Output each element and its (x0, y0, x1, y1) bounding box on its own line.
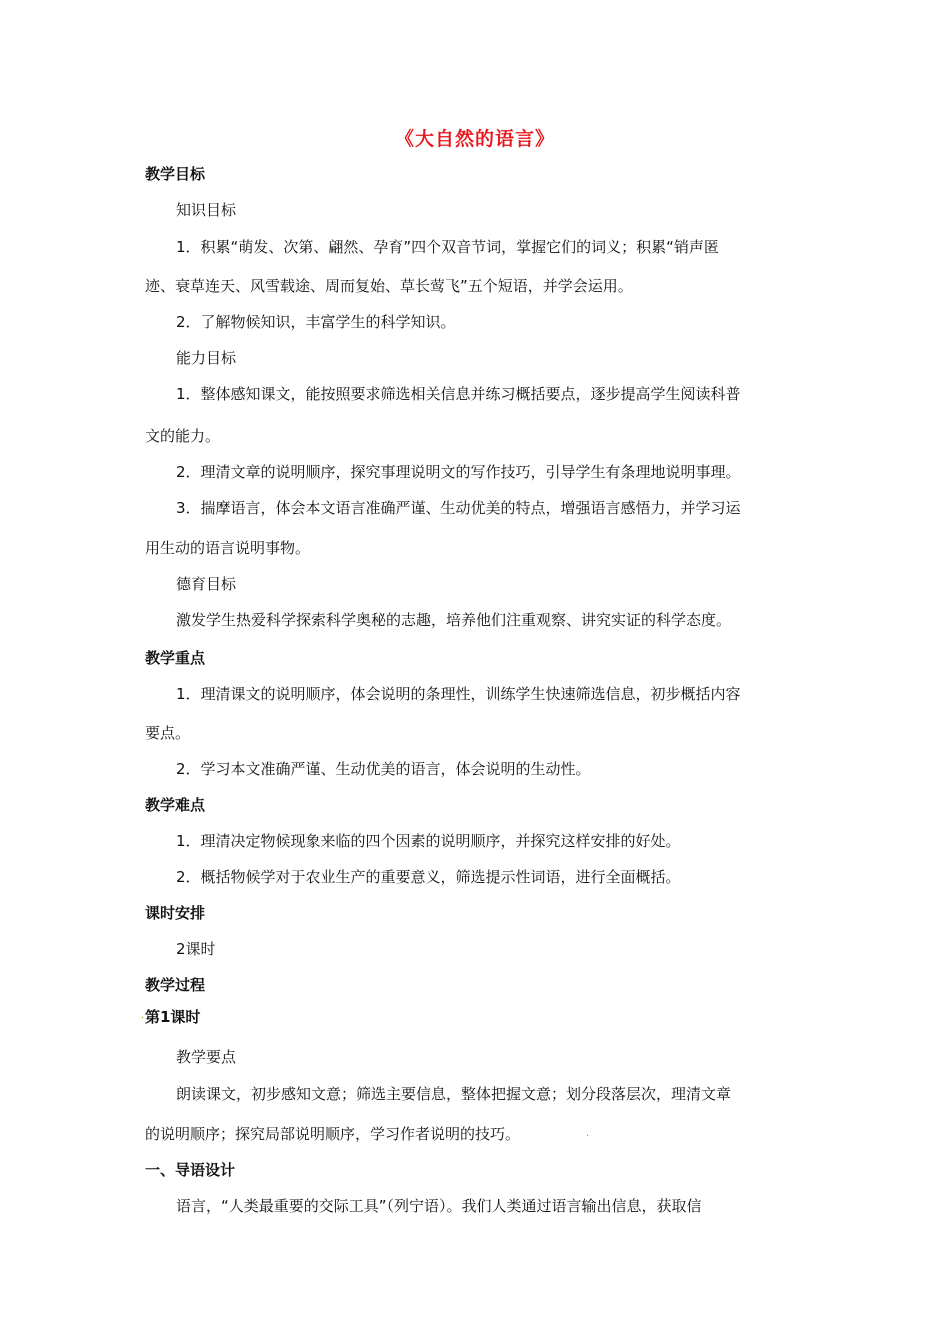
paragraph-line: 文的能力。 (145, 427, 221, 445)
heading-teaching-goals: 教学目标 (145, 165, 206, 183)
paragraph-line: 2．学习本文准确严谨、生动优美的语言，体会说明的生动性。 (176, 760, 591, 778)
subheading-moral: 德育目标 (176, 575, 237, 593)
mark-dot: . (141, 1010, 145, 1021)
subheading-points: 教学要点 (176, 1048, 237, 1066)
heading-process: 教学过程 (145, 976, 206, 994)
paragraph-line: 用生动的语言说明事物。 (145, 539, 311, 557)
heading-key-points: 教学重点 (145, 649, 206, 667)
paragraph-line: 迹、衰草连天、风雪载途、周而复始、草长莺飞”五个短语，并学会运用。 (145, 277, 633, 295)
heading-schedule: 课时安排 (145, 904, 206, 922)
paragraph-line: 2．理清文章的说明顺序，探究事理说明文的写作技巧，引导学生有条理地说明事理。 (176, 463, 741, 481)
paragraph-line: 1．理清决定物候现象来临的四个因素的说明顺序，并探究这样安排的好处。 (176, 832, 681, 850)
mark-dot: . (586, 1128, 590, 1139)
subheading-ability: 能力目标 (176, 349, 237, 367)
paragraph-line: 2课时 (176, 940, 216, 958)
paragraph-line: 1．积累“萌发、次第、翩然、孕育”四个双音节词，掌握它们的词义；积累“销声匿 (176, 238, 719, 256)
paragraph-line: 2．了解物候知识，丰富学生的科学知识。 (176, 313, 456, 331)
paragraph-line: 要点。 (145, 724, 191, 742)
document-title: 《大自然的语言》 (394, 128, 555, 150)
paragraph-line: 的说明顺序；探究局部说明顺序，学习作者说明的技巧。 (145, 1125, 521, 1143)
paragraph-line: 激发学生热爱科学探索科学奥秘的志趣，培养他们注重观察、讲究实证的科学态度。 (176, 611, 732, 629)
subheading-knowledge: 知识目标 (176, 201, 237, 219)
heading-lesson-1: 第1课时 (145, 1008, 201, 1026)
paragraph-line: 2．概括物候学对于农业生产的重要意义，筛选提示性词语，进行全面概括。 (176, 868, 681, 886)
heading-intro: 一、导语设计 (145, 1161, 236, 1179)
paragraph-line: 1．整体感知课文，能按照要求筛选相关信息并练习概括要点，逐步提高学生阅读科普 (176, 385, 741, 403)
paragraph-line: 朗读课文，初步感知文意；筛选主要信息，整体把握文意；划分段落层次，理清文章 (176, 1085, 732, 1103)
paragraph-line: 3．揣摩语言，体会本文语言准确严谨、生动优美的特点，增强语言感悟力，并学习运 (176, 499, 741, 517)
heading-difficulties: 教学难点 (145, 796, 206, 814)
paragraph-line: 语言，“人类最重要的交际工具”（列宁语）。我们人类通过语言输出信息，获取信 (176, 1197, 702, 1215)
paragraph-line: 1．理清课文的说明顺序，体会说明的条理性，训练学生快速筛选信息，初步概括内容 (176, 685, 741, 703)
